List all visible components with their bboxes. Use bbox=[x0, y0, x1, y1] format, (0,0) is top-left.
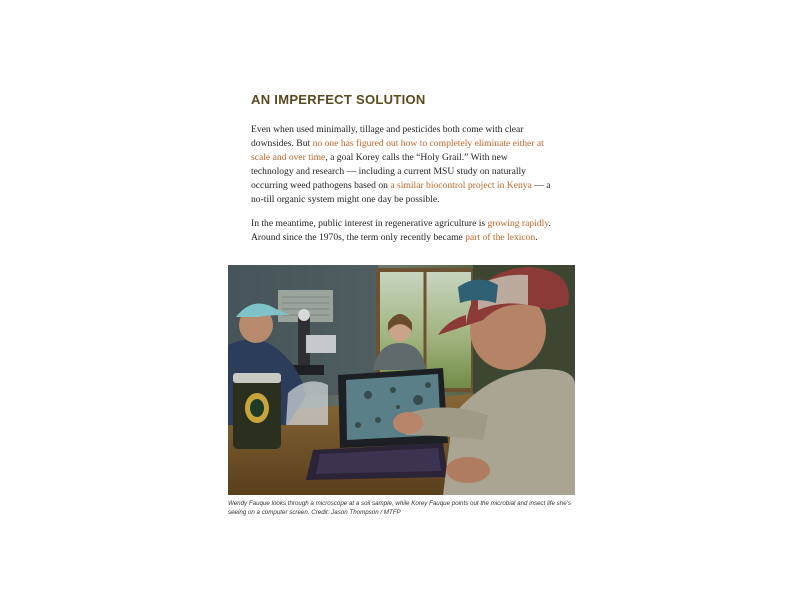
link-biocontrol-kenya[interactable]: a similar biocontrol project in Kenya bbox=[390, 180, 532, 191]
paragraph-2 bbox=[251, 217, 551, 245]
article-photo bbox=[228, 265, 575, 495]
paragraph-2-text-a: In the meantime, public interest in regenerative agriculture is bbox=[251, 218, 488, 229]
article-body bbox=[251, 92, 551, 255]
link-part-of-lexicon[interactable]: part of the lexicon bbox=[465, 232, 536, 243]
link-eliminate-tillage[interactable]: no one has figured out how to completely eliminate either at scale and over time bbox=[251, 138, 544, 163]
section-heading: AN IMPERFECT SOLUTION bbox=[251, 92, 426, 107]
photo-caption: Wendy Fauque looks through a microscope at a soil sample, while Korey Fauque points out the microbial and insect life she's seeing on a computer screen. Credit: Jason Thompson / MTFP bbox=[228, 500, 571, 516]
link-growing-rapidly[interactable]: growing rapidly bbox=[487, 218, 549, 229]
paragraph-1-text-c: — a no-till organic system might one day be possible. bbox=[251, 180, 551, 205]
paragraph-2-text-c: . bbox=[535, 232, 538, 243]
paragraph-1-text-b: , a goal Korey calls the “Holy Grail.” With new technology and research — including a current MSU study on naturally occurring weed pathogens based on bbox=[251, 152, 526, 191]
photo-person-right-hand bbox=[393, 412, 423, 434]
paragraph-1-text-a: Even when used minimally, tillage and pesticides both come with clear downsides. But bbox=[251, 124, 524, 149]
paragraph-1 bbox=[251, 123, 551, 207]
paragraph-2-text-b: . Around since the 1970s, the term only recently became bbox=[251, 218, 551, 243]
